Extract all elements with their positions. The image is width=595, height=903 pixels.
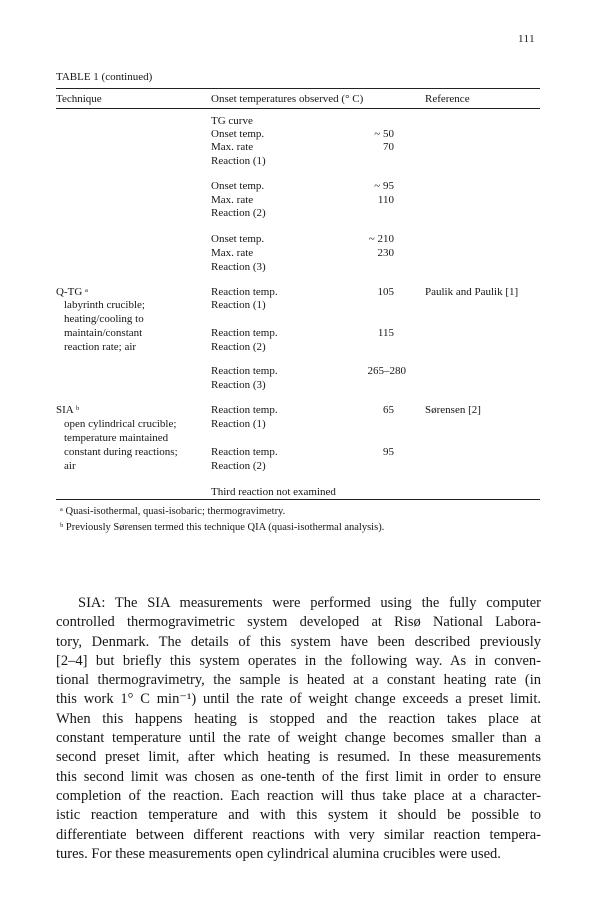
value-cell: ~ 210 bbox=[368, 233, 394, 245]
body-line: SIA: The SIA measurements were performed using the fully computer bbox=[78, 595, 541, 611]
value-cell: 115 bbox=[377, 327, 394, 339]
measure-cell: Reaction (2) bbox=[211, 460, 266, 472]
header-onset: Onset temperatures observed (° C) bbox=[211, 93, 364, 105]
body-line: this work 1° C min⁻¹) until the rate of weight change exceeds a preset limit. bbox=[56, 691, 541, 708]
technique-cell: temperature maintained bbox=[64, 432, 169, 444]
measure-cell: Reaction temp. bbox=[211, 327, 278, 339]
value-cell: 110 bbox=[377, 194, 394, 206]
body-line: controlled thermogravimetric system developed at Risø National Labora- bbox=[56, 614, 541, 631]
technique-cell: SIA ᵇ bbox=[56, 404, 80, 416]
measure-cell: Reaction (2) bbox=[211, 207, 266, 219]
measure-cell: Reaction temp. bbox=[211, 446, 278, 458]
value-cell: 95 bbox=[383, 446, 394, 458]
measure-cell: Max. rate bbox=[211, 194, 254, 206]
measure-cell: Onset temp. bbox=[211, 233, 265, 245]
page-number: 111 bbox=[518, 33, 536, 45]
footnote-b: ᵇ Previously Sørensen termed this technique QIA (quasi-isothermal analysis). bbox=[60, 522, 385, 533]
table-title: TABLE 1 (continued) bbox=[56, 71, 153, 83]
body-line: tures. For these measurements open cylindrical alumina crucibles were used. bbox=[56, 845, 501, 862]
measure-cell: Onset temp. bbox=[211, 180, 265, 192]
value-cell: 230 bbox=[377, 247, 394, 259]
measure-cell: Reaction (3) bbox=[211, 379, 266, 391]
body-line: completion of the reaction. Each reaction will thus take place at a character- bbox=[56, 787, 541, 804]
header-reference: Reference bbox=[425, 93, 470, 105]
technique-cell: air bbox=[64, 460, 76, 472]
measure-cell: Reaction temp. bbox=[211, 365, 278, 377]
table-top-rule bbox=[56, 88, 540, 89]
measure-cell: Max. rate bbox=[211, 247, 254, 259]
value-cell: 65 bbox=[383, 404, 394, 416]
technique-cell: Q-TG ᵃ bbox=[56, 286, 89, 298]
measure-cell: Reaction temp. bbox=[211, 404, 278, 416]
value-cell: ~ 95 bbox=[374, 180, 394, 192]
measure-cell: Reaction (2) bbox=[211, 341, 266, 353]
measure-cell: Reaction temp. bbox=[211, 286, 278, 298]
body-line: [2–4] but briefly this system operates in the following way. As in conven- bbox=[56, 652, 541, 669]
header-technique: Technique bbox=[56, 93, 102, 105]
measure-cell: Reaction (1) bbox=[211, 418, 266, 430]
measure-cell: TG curve bbox=[211, 115, 253, 127]
body-line: constant temperature until the rate of weight change becomes smaller than a bbox=[56, 730, 541, 747]
body-line: tional thermogravimetry, the sample is heated at a constant heating rate (in bbox=[56, 672, 541, 689]
technique-cell: constant during reactions; bbox=[64, 446, 178, 458]
body-line: differentiate between different reactions with very similar reaction tempera- bbox=[56, 826, 541, 843]
body-line: this second limit was chosen as one-tenth of the first limit in order to ensure bbox=[56, 768, 541, 785]
technique-cell: open cylindrical crucible; bbox=[64, 418, 177, 430]
reference-cell: Paulik and Paulik [1] bbox=[425, 286, 519, 298]
table-bottom-rule bbox=[56, 499, 540, 500]
measure-cell: Onset temp. bbox=[211, 128, 265, 140]
body-line: second preset limit, after which heating is resumed. In these measurements bbox=[56, 749, 541, 766]
reference-cell: Sørensen [2] bbox=[425, 404, 481, 416]
body-line: tory, Denmark. The details of this system have been described previously bbox=[56, 633, 541, 650]
value-cell: 70 bbox=[383, 141, 394, 153]
measure-cell: Reaction (3) bbox=[211, 261, 266, 273]
body-paragraph bbox=[56, 594, 541, 864]
header-rule bbox=[56, 108, 540, 109]
footnote-a: ᵃ Quasi-isothermal, quasi-isobaric; thermogravimetry. bbox=[60, 506, 286, 517]
value-cell: ~ 50 bbox=[374, 128, 394, 140]
measure-cell: Third reaction not examined bbox=[211, 486, 336, 498]
body-line: When this happens heating is stopped and the reaction takes place at bbox=[56, 710, 541, 727]
measure-cell: Max. rate bbox=[211, 141, 254, 153]
value-cell: 105 bbox=[377, 286, 394, 298]
body-line: istic reaction temperature and with this system it should be possible to bbox=[56, 807, 541, 824]
measure-cell: Reaction (1) bbox=[211, 299, 266, 311]
technique-cell: reaction rate; air bbox=[64, 341, 137, 353]
technique-cell: heating/cooling to bbox=[64, 313, 144, 325]
value-cell: 265–280 bbox=[367, 365, 406, 377]
technique-cell: labyrinth crucible; bbox=[64, 299, 145, 311]
technique-cell: maintain/constant bbox=[64, 327, 143, 339]
measure-cell: Reaction (1) bbox=[211, 155, 266, 167]
